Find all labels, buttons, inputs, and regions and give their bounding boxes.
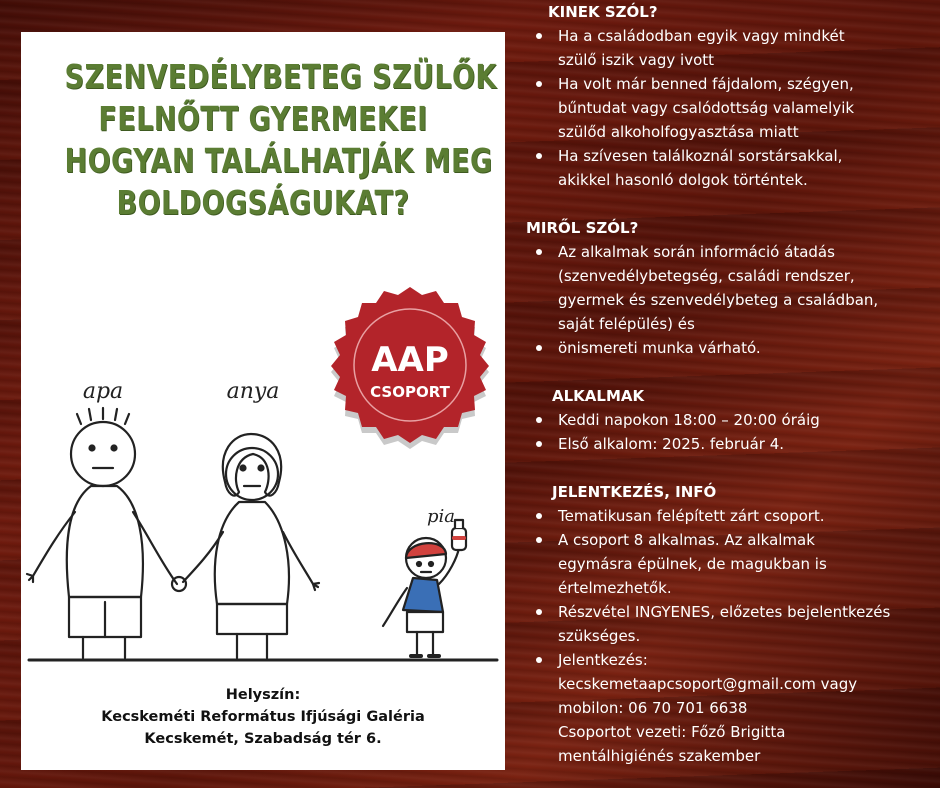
label-drink: pia <box>426 506 456 527</box>
list-item-text: szülő iszik vagy ivott <box>558 51 715 69</box>
list-item-text: Ha a családodban egyik vagy mindkét <box>558 27 845 45</box>
list-item <box>522 432 940 456</box>
badge-line1: AAP <box>371 340 449 380</box>
title-line: HOGYAN TALÁLHATJÁK MEG <box>64 141 493 180</box>
list-item-text: Az alkalmak során információ átadás <box>558 243 835 261</box>
list-mirol <box>522 240 940 360</box>
venue-label: Helyszín: <box>225 687 301 703</box>
list-item-text: saját felépülés) és <box>558 315 695 333</box>
list-item <box>522 600 940 648</box>
list-item-text: Keddi napokon 18:00 – 20:00 óráig <box>558 411 820 429</box>
list-item-text: Részvétel INGYENES, előzetes bejelentkezés <box>558 603 891 621</box>
list-item-text: szükséges. <box>558 627 641 645</box>
poster-title <box>21 56 505 224</box>
heading-kinek: KINEK SZÓL? <box>548 3 658 21</box>
venue-address: Kecskemét, Szabadság tér 6. <box>144 731 382 747</box>
list-item-text: gyermek és szenvedélybeteg a családban, <box>558 291 879 309</box>
title-line: SZENVEDÉLYBETEG SZÜLŐK <box>64 57 497 96</box>
info-column <box>522 0 940 768</box>
list-item <box>522 336 940 360</box>
list-item <box>522 528 940 600</box>
list-item-text: értelmezhetők. <box>558 579 672 597</box>
list-item-text: mobilon: 06 70 701 6638 <box>558 699 748 717</box>
list-alkalmak <box>522 408 940 456</box>
heading-alkalmak: ALKALMAK <box>552 387 645 405</box>
list-item-text: egymásra épülnek, de magukban is <box>558 555 827 573</box>
list-item-text: A csoport 8 alkalmas. Az alkalmak <box>558 531 815 549</box>
title-line: BOLDOGSÁGUKAT? <box>116 183 410 222</box>
list-item <box>522 240 940 336</box>
title-line: FELNŐTT GYERMEKEI <box>98 99 428 138</box>
list-item-text: (szenvedélybetegség, családi rendszer, <box>558 267 855 285</box>
heading-mirol: MIRŐL SZÓL? <box>526 219 639 237</box>
list-item-text: mentálhigiénés szakember <box>558 747 761 765</box>
list-jelentkezes <box>522 504 940 768</box>
label-mother: anya <box>226 379 280 404</box>
venue-name: Kecskeméti Református Ifjúsági Galéria <box>101 709 425 725</box>
list-item-text: Első alkalom: 2025. február 4. <box>558 435 785 453</box>
list-kinek <box>522 24 940 192</box>
venue-info <box>21 684 505 750</box>
list-item-text: Jelentkezés: <box>558 651 648 669</box>
list-item-text: Csoportot vezeti: Főző Brigitta <box>558 723 786 741</box>
event-poster <box>21 32 505 770</box>
list-item-text: Ha volt már benned fájdalom, szégyen, <box>558 75 854 93</box>
family-drawing <box>21 362 505 702</box>
list-item <box>522 408 940 432</box>
child-figure <box>383 520 466 656</box>
list-item <box>522 24 940 72</box>
mother-figure <box>183 434 319 658</box>
contact-email[interactable]: kecskemetaapcsoport@gmail.com vagy <box>558 675 858 693</box>
label-father: apa <box>82 379 124 404</box>
list-item-text: bűntudat vagy csalódottság valamelyik <box>558 99 855 117</box>
father-figure <box>27 408 177 658</box>
list-item-text: akikkel hasonló dolgok történtek. <box>558 171 808 189</box>
list-item <box>522 504 940 528</box>
badge-line2: CSOPORT <box>370 383 450 401</box>
list-item-text: Ha szívesen találkoznál sorstársakkal, <box>558 147 843 165</box>
list-item <box>522 144 940 192</box>
heading-jelentkezes: JELENTKEZÉS, INFÓ <box>552 483 717 501</box>
list-item-text: önismereti munka várható. <box>558 339 761 357</box>
list-item <box>522 72 940 144</box>
list-item <box>522 648 940 768</box>
list-item-text: szülőd alkoholfogyasztása miatt <box>558 123 799 141</box>
list-item-text: Tematikusan felépített zárt csoport. <box>558 507 825 525</box>
